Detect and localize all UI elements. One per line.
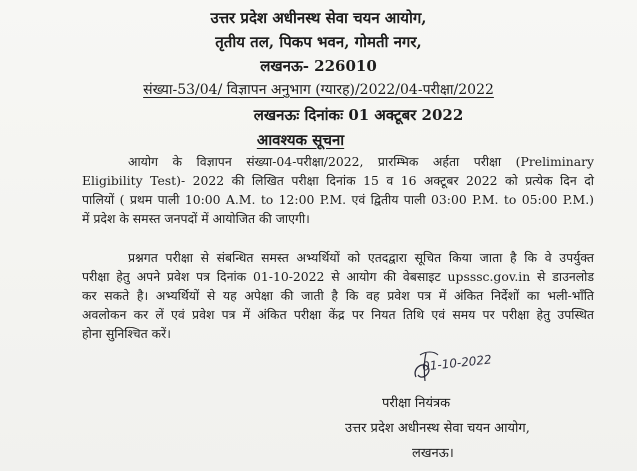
paragraph-line: अवलोकन कर लें एवं प्रवेश पत्र में अंकित परीक्षा केंद्र पर नियत तिथि एवं समय पर परीक्षा हेतु उपस्थित — [82, 307, 594, 322]
paragraph-line: कर सकते है। अभ्यर्थियों से यह अपेक्षा की जाती है कि वह प्रवेश पत्र में अंकित निर्देशों का भली-भाँति — [82, 288, 594, 303]
signatory-organisation: उत्तर प्रदेश अधीनस्थ सेवा चयन आयोग, — [345, 421, 530, 436]
notice-date: लखनऊः दिनांकः 01 अक्टूबर 2022 — [253, 106, 464, 124]
address-line: तृतीय तल, पिकप भवन, गोमती नगर, — [215, 33, 422, 51]
paragraph-line: परीक्षा हेतु अपने प्रवेश पत्र दिनांक 01-10-2022 से आयोग की वेबसाइट upsssc.gov.in से डाउनलोड — [82, 269, 594, 284]
paragraph-exam-schedule — [82, 152, 594, 228]
paragraph-line: आयोग के विज्ञापन संख्या-04-परीक्षा/2022, प्रारम्भिक अर्हता परीक्षा (Preliminary — [128, 154, 594, 169]
designation: परीक्षा नियंत्रक — [382, 396, 451, 411]
reference-number: संख्या-53/04/ विज्ञापन अनुभाग (ग्यारह)/2022/04-परीक्षा/2022 — [143, 82, 494, 98]
handwritten-date: 01-10-2022 — [421, 352, 493, 374]
paragraph-line: पालियों ( प्रथम पाली 10:00 A.M. to 12:00 P.M. एवं द्वितीय पाली 03:00 P.M. to 05:00 P.M.) — [82, 192, 594, 207]
paragraph-admit-card — [82, 248, 594, 343]
signatory-city: लखनऊ। — [412, 446, 454, 461]
paragraph-line: Eligibility Test)- 2022 की लिखित परीक्षा दिनांक 15 व 16 अक्टूबर 2022 को प्रत्येक दिन दो — [82, 173, 594, 188]
notice-title: आवश्यक सूचना — [256, 131, 345, 149]
paragraph-line: में प्रदेश के समस्त जनपदों में आयोजित की जाएगी। — [82, 211, 310, 226]
city-pincode: लखनऊ- 226010 — [260, 57, 377, 75]
commission-name: उत्तर प्रदेश अधीनस्थ सेवा चयन आयोग, — [210, 9, 427, 27]
paragraph-line: प्रश्नगत परीक्षा से संबन्धित समस्त अभ्यर्थियों को एतदद्वारा सूचित किया जाता है कि वे उपर्युक्त — [128, 250, 594, 265]
paragraph-line: होना सुनिश्चित करें। — [82, 326, 171, 341]
